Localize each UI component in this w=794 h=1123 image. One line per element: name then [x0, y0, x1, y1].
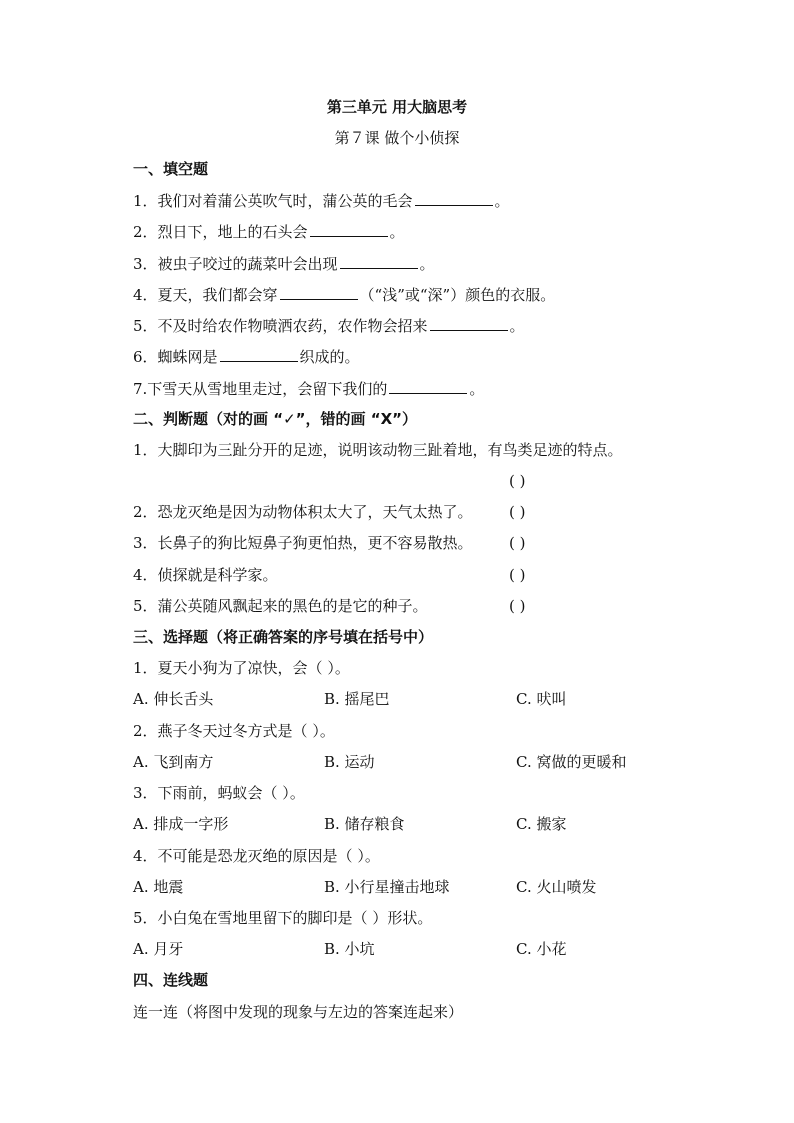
choice-option-a: A. 排成一字形: [133, 815, 229, 833]
answer-blank: [430, 315, 508, 331]
matching-instruction: 连一连（将图中发现的现象与左边的答案连起来）: [133, 1003, 464, 1021]
judge-question-1: 1．大脚印为三趾分开的足迹，说明该动物三趾着地，有鸟类足迹的特点。: [133, 441, 623, 459]
answer-blank: [389, 378, 467, 394]
fill-question-6: 6．蜘蛛网是 织成的。: [133, 348, 360, 366]
lesson-title: 第７课 做个小侦探: [334, 129, 460, 147]
answer-parentheses: ( ): [509, 503, 526, 521]
fill-question-5: 5．不及时给农作物喷洒农药，农作物会招来 。: [133, 317, 525, 335]
choice-question-5-stem: 5．小白兔在雪地里留下的脚印是（ ）形状。: [133, 909, 433, 927]
judge-question-5: 5．蒲公英随风飘起来的黑色的是它的种子。: [133, 597, 428, 615]
unit-title: 第三单元 用大脑思考: [326, 98, 468, 116]
section-multiple-choice-heading: 三、选择题（将正确答案的序号填在括号中）: [133, 628, 434, 646]
choice-question-2-stem: 2．燕子冬天过冬方式是（ ）。: [133, 722, 335, 740]
fill-question-4: 4．夏天，我们都会穿 （“浅”或“深”）颜色的衣服。: [133, 286, 556, 304]
choice-option-b: B. 小行星撞击地球: [324, 878, 450, 896]
fill-question-7: 7.下雪天从雪地里走过，会留下我们的 。: [133, 380, 485, 398]
answer-blank: [415, 190, 493, 206]
fill-question-2: 2．烈日下，地上的石头会 。: [133, 223, 405, 241]
choice-option-a: A. 飞到南方: [133, 753, 214, 771]
choice-option-a: A. 伸长舌头: [133, 690, 214, 708]
choice-option-b: B. 储存粮食: [324, 815, 405, 833]
judge-question-4: 4．侦探就是科学家。: [133, 566, 278, 584]
answer-blank: [340, 253, 418, 269]
choice-option-b: B. 运动: [324, 753, 375, 771]
answer-blank: [280, 284, 358, 300]
choice-option-c: C. 搬家: [516, 815, 567, 833]
section-fill-blank-heading: 一、填空题: [133, 160, 209, 178]
answer-parentheses: ( ): [509, 472, 526, 490]
answer-blank: [220, 346, 298, 362]
choice-question-1-stem: 1．夏天小狗为了凉快，会（ ）。: [133, 659, 350, 677]
section-matching-heading: 四、连线题: [133, 971, 209, 989]
judge-question-2: 2．恐龙灭绝是因为动物体积太大了，天气太热了。: [133, 503, 473, 521]
choice-option-c: C. 吠叫: [516, 690, 567, 708]
choice-question-4-stem: 4．不可能是恐龙灭绝的原因是（ ）。: [133, 847, 380, 865]
choice-option-c: C. 窝做的更暖和: [516, 753, 627, 771]
answer-parentheses: ( ): [509, 597, 526, 615]
fill-question-3: 3．被虫子咬过的蔬菜叶会出现 。: [133, 255, 435, 273]
choice-question-3-stem: 3．下雨前，蚂蚁会（ ）。: [133, 784, 305, 802]
choice-option-b: B. 小坑: [324, 940, 375, 958]
answer-parentheses: ( ): [509, 534, 526, 552]
choice-option-c: C. 火山喷发: [516, 878, 597, 896]
choice-option-b: B. 摇尾巴: [324, 690, 390, 708]
answer-blank: [310, 221, 388, 237]
answer-parentheses: ( ): [509, 566, 526, 584]
choice-option-a: A. 地震: [133, 878, 184, 896]
fill-question-1: 1．我们对着蒲公英吹气时，蒲公英的毛会 。: [133, 192, 510, 210]
section-true-false-heading: 二、判断题（对的画 “✓”，错的画 “X”）: [133, 410, 418, 428]
choice-option-c: C. 小花: [516, 940, 567, 958]
choice-option-a: A. 月牙: [133, 940, 184, 958]
judge-question-3: 3．长鼻子的狗比短鼻子狗更怕热，更不容易散热。: [133, 534, 473, 552]
